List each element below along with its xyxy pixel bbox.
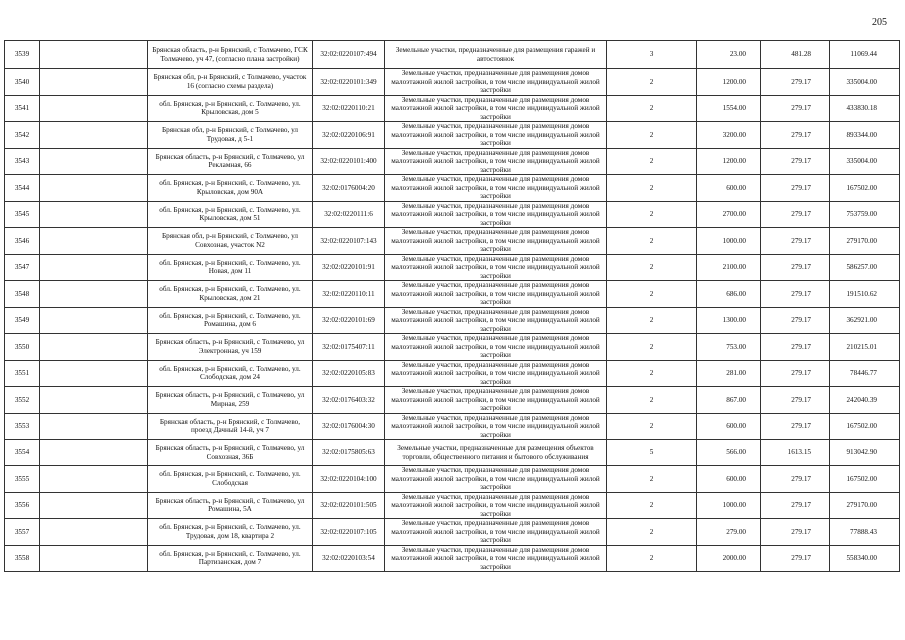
group-number-cell: 2 bbox=[607, 360, 697, 387]
row-number-cell: 3544 bbox=[5, 175, 40, 202]
land-use-cell: Земельные участки, предназначенные для размещения домов малоэтажной жилой застройки, в том числе индивидуальной жилой застройки bbox=[385, 69, 607, 96]
cadastral-value-cell: 335004.00 bbox=[830, 148, 900, 175]
specific-value-cell: 279.17 bbox=[761, 228, 830, 255]
address-cell: Брянская область, р-н Брянский, с Толмачево, проезд Дачный 14-й, уч 7 bbox=[148, 413, 313, 440]
land-use-cell: Земельные участки, предназначенные для размещения домов малоэтажной жилой застройки, в том числе индивидуальной жилой застройки bbox=[385, 334, 607, 361]
cadastral-value-cell: 362921.00 bbox=[830, 307, 900, 334]
spacer-cell bbox=[40, 148, 148, 175]
row-number-cell: 3540 bbox=[5, 69, 40, 96]
group-number-cell: 5 bbox=[607, 440, 697, 466]
area-cell: 1200.00 bbox=[697, 148, 761, 175]
spacer-cell bbox=[40, 228, 148, 255]
cadastral-value-cell: 77888.43 bbox=[830, 519, 900, 546]
table-row bbox=[5, 175, 900, 202]
cadastral-number-cell: 32:02:0220111:6 bbox=[313, 201, 385, 228]
spacer-cell bbox=[40, 41, 148, 69]
group-number-cell: 2 bbox=[607, 334, 697, 361]
cadastral-number-cell: 32:02:0220106:91 bbox=[313, 122, 385, 149]
cadastral-number-cell: 32:02:0220101:69 bbox=[313, 307, 385, 334]
group-number-cell: 2 bbox=[607, 545, 697, 572]
land-use-cell: Земельные участки, предназначенные для размещения домов малоэтажной жилой застройки, в том числе индивидуальной жилой застройки bbox=[385, 413, 607, 440]
row-number-cell: 3555 bbox=[5, 466, 40, 493]
address-cell: Брянская область, р-н Брянский, с Толмачево, ул Совхозная, 36Б bbox=[148, 440, 313, 466]
cadastral-value-cell: 279170.00 bbox=[830, 228, 900, 255]
group-number-cell: 2 bbox=[607, 387, 697, 414]
specific-value-cell: 279.17 bbox=[761, 148, 830, 175]
cadastral-number-cell: 32:02:0176004:30 bbox=[313, 413, 385, 440]
cadastral-value-cell: 433830.18 bbox=[830, 95, 900, 122]
group-number-cell: 2 bbox=[607, 519, 697, 546]
specific-value-cell: 279.17 bbox=[761, 69, 830, 96]
area-cell: 867.00 bbox=[697, 387, 761, 414]
specific-value-cell: 279.17 bbox=[761, 254, 830, 281]
spacer-cell bbox=[40, 360, 148, 387]
table-row bbox=[5, 281, 900, 308]
address-cell: Брянская обл, р-н Брянский, с Толмачево, ул Совхозная, участок N2 bbox=[148, 228, 313, 255]
cadastral-value-cell: 167502.00 bbox=[830, 466, 900, 493]
table-row bbox=[5, 307, 900, 334]
group-number-cell: 2 bbox=[607, 281, 697, 308]
cadastral-value-cell: 586257.00 bbox=[830, 254, 900, 281]
table-row bbox=[5, 334, 900, 361]
group-number-cell: 3 bbox=[607, 41, 697, 69]
specific-value-cell: 279.17 bbox=[761, 281, 830, 308]
row-number-cell: 3549 bbox=[5, 307, 40, 334]
land-use-cell: Земельные участки, предназначенные для размещения домов малоэтажной жилой застройки, в том числе индивидуальной жилой застройки bbox=[385, 360, 607, 387]
row-number-cell: 3556 bbox=[5, 492, 40, 519]
cadastral-number-cell: 32:02:0220101:505 bbox=[313, 492, 385, 519]
spacer-cell bbox=[40, 545, 148, 572]
cadastral-value-cell: 11069.44 bbox=[830, 41, 900, 69]
spacer-cell bbox=[40, 519, 148, 546]
area-cell: 1000.00 bbox=[697, 228, 761, 255]
table-row bbox=[5, 148, 900, 175]
row-number-cell: 3539 bbox=[5, 41, 40, 69]
spacer-cell bbox=[40, 254, 148, 281]
table-row bbox=[5, 413, 900, 440]
row-number-cell: 3551 bbox=[5, 360, 40, 387]
cadastral-value-cell: 335004.00 bbox=[830, 69, 900, 96]
row-number-cell: 3543 bbox=[5, 148, 40, 175]
cadastral-number-cell: 32:02:0220104:100 bbox=[313, 466, 385, 493]
specific-value-cell: 279.17 bbox=[761, 201, 830, 228]
cadastral-number-cell: 32:02:0220107:494 bbox=[313, 41, 385, 69]
row-number-cell: 3546 bbox=[5, 228, 40, 255]
address-cell: Брянская обл, р-н Брянский, с Толмачево, участок 16 (согласно схемы раздела) bbox=[148, 69, 313, 96]
spacer-cell bbox=[40, 334, 148, 361]
table-row bbox=[5, 41, 900, 69]
row-number-cell: 3554 bbox=[5, 440, 40, 466]
table-row bbox=[5, 360, 900, 387]
cadastral-value-cell: 913042.90 bbox=[830, 440, 900, 466]
land-use-cell: Земельные участки, предназначенные для размещения домов малоэтажной жилой застройки, в том числе индивидуальной жилой застройки bbox=[385, 307, 607, 334]
group-number-cell: 2 bbox=[607, 175, 697, 202]
group-number-cell: 2 bbox=[607, 228, 697, 255]
cadastral-number-cell: 32:02:0175407:11 bbox=[313, 334, 385, 361]
group-number-cell: 2 bbox=[607, 69, 697, 96]
table-row bbox=[5, 492, 900, 519]
area-cell: 2700.00 bbox=[697, 201, 761, 228]
spacer-cell bbox=[40, 492, 148, 519]
table-row bbox=[5, 519, 900, 546]
cadastral-number-cell: 32:02:0220110:11 bbox=[313, 281, 385, 308]
area-cell: 23.00 bbox=[697, 41, 761, 69]
address-cell: обл. Брянская, р-н Брянский, с. Толмачево, ул. Трудовая, дом 18, квартира 2 bbox=[148, 519, 313, 546]
cadastral-value-cell: 242040.39 bbox=[830, 387, 900, 414]
group-number-cell: 2 bbox=[607, 201, 697, 228]
spacer-cell bbox=[40, 95, 148, 122]
area-cell: 279.00 bbox=[697, 519, 761, 546]
area-cell: 600.00 bbox=[697, 175, 761, 202]
land-use-cell: Земельные участки, предназначенные для размещения домов малоэтажной жилой застройки, в том числе индивидуальной жилой застройки bbox=[385, 228, 607, 255]
table-row bbox=[5, 466, 900, 493]
area-cell: 2000.00 bbox=[697, 545, 761, 572]
area-cell: 686.00 bbox=[697, 281, 761, 308]
specific-value-cell: 279.17 bbox=[761, 122, 830, 149]
address-cell: Брянская область, р-н Брянский, с Толмачево, ул Электронная, уч 159 bbox=[148, 334, 313, 361]
cadastral-number-cell: 32:02:0220103:54 bbox=[313, 545, 385, 572]
cadastral-value-cell: 753759.00 bbox=[830, 201, 900, 228]
specific-value-cell: 279.17 bbox=[761, 307, 830, 334]
row-number-cell: 3548 bbox=[5, 281, 40, 308]
row-number-cell: 3550 bbox=[5, 334, 40, 361]
specific-value-cell: 279.17 bbox=[761, 175, 830, 202]
address-cell: обл. Брянская, р-н Брянский, с. Толмачево, ул. Ромашина, дом 6 bbox=[148, 307, 313, 334]
spacer-cell bbox=[40, 413, 148, 440]
cadastral-value-cell: 191510.62 bbox=[830, 281, 900, 308]
group-number-cell: 2 bbox=[607, 148, 697, 175]
area-cell: 753.00 bbox=[697, 334, 761, 361]
address-cell: обл. Брянская, р-н Брянский, с. Толмачево, ул. Крыловская, дом 51 bbox=[148, 201, 313, 228]
land-use-cell: Земельные участки, предназначенные для размещения домов малоэтажной жилой застройки, в том числе индивидуальной жилой застройки bbox=[385, 387, 607, 414]
land-use-cell: Земельные участки, предназначенные для размещения домов малоэтажной жилой застройки, в том числе индивидуальной жилой застройки bbox=[385, 466, 607, 493]
address-cell: обл. Брянская, р-н Брянский, с. Толмачево, ул. Крыловская, дом 21 bbox=[148, 281, 313, 308]
spacer-cell bbox=[40, 122, 148, 149]
cadastral-number-cell: 32:02:0220105:83 bbox=[313, 360, 385, 387]
land-use-cell: Земельные участки, предназначенные для размещения домов малоэтажной жилой застройки, в том числе индивидуальной жилой застройки bbox=[385, 281, 607, 308]
spacer-cell bbox=[40, 69, 148, 96]
address-cell: Брянская область, р-н Брянский, с Толмачево, ГСК Толмачево, уч 47, (согласно плана застройки) bbox=[148, 41, 313, 69]
cadastral-value-cell: 167502.00 bbox=[830, 175, 900, 202]
land-plots-table bbox=[4, 40, 900, 572]
cadastral-value-cell: 558340.00 bbox=[830, 545, 900, 572]
land-use-cell: Земельные участки, предназначенные для размещения домов малоэтажной жилой застройки, в том числе индивидуальной жилой застройки bbox=[385, 122, 607, 149]
cadastral-value-cell: 210215.01 bbox=[830, 334, 900, 361]
land-use-cell: Земельные участки, предназначенные для размещения домов малоэтажной жилой застройки, в том числе индивидуальной жилой застройки bbox=[385, 95, 607, 122]
address-cell: обл. Брянская, р-н Брянский, с. Толмачево, ул. Слободская bbox=[148, 466, 313, 493]
group-number-cell: 2 bbox=[607, 466, 697, 493]
cadastral-number-cell: 32:02:0220101:91 bbox=[313, 254, 385, 281]
area-cell: 2100.00 bbox=[697, 254, 761, 281]
spacer-cell bbox=[40, 201, 148, 228]
cadastral-number-cell: 32:02:0175805:63 bbox=[313, 440, 385, 466]
row-number-cell: 3547 bbox=[5, 254, 40, 281]
table-row bbox=[5, 254, 900, 281]
row-number-cell: 3545 bbox=[5, 201, 40, 228]
specific-value-cell: 279.17 bbox=[761, 492, 830, 519]
group-number-cell: 2 bbox=[607, 122, 697, 149]
address-cell: обл. Брянская, р-н Брянский, с. Толмачево, ул. Крыловская, дом 5 bbox=[148, 95, 313, 122]
area-cell: 3200.00 bbox=[697, 122, 761, 149]
area-cell: 1554.00 bbox=[697, 95, 761, 122]
table-row bbox=[5, 440, 900, 466]
address-cell: Брянская область, р-н Брянский, с Толмачево, ул Рекламная, 66 bbox=[148, 148, 313, 175]
row-number-cell: 3557 bbox=[5, 519, 40, 546]
table-row bbox=[5, 228, 900, 255]
specific-value-cell: 279.17 bbox=[761, 95, 830, 122]
group-number-cell: 2 bbox=[607, 254, 697, 281]
specific-value-cell: 279.17 bbox=[761, 334, 830, 361]
specific-value-cell: 481.28 bbox=[761, 41, 830, 69]
row-number-cell: 3542 bbox=[5, 122, 40, 149]
land-use-cell: Земельные участки, предназначенные для размещения домов малоэтажной жилой застройки, в том числе индивидуальной жилой застройки bbox=[385, 148, 607, 175]
row-number-cell: 3553 bbox=[5, 413, 40, 440]
table-row bbox=[5, 95, 900, 122]
land-use-cell: Земельные участки, предназначенные для размещения гаражей и автостоянок bbox=[385, 41, 607, 69]
cadastral-number-cell: 32:02:0220107:105 bbox=[313, 519, 385, 546]
address-cell: обл. Брянская, р-н Брянский, с. Толмачево, ул. Слободская, дом 24 bbox=[148, 360, 313, 387]
address-cell: Брянская область, р-н Брянский, с Толмачево, ул Ромашина, 5А bbox=[148, 492, 313, 519]
cadastral-number-cell: 32:02:0220101:400 bbox=[313, 148, 385, 175]
table-row bbox=[5, 69, 900, 96]
spacer-cell bbox=[40, 387, 148, 414]
cadastral-number-cell: 32:02:0220110:21 bbox=[313, 95, 385, 122]
area-cell: 1300.00 bbox=[697, 307, 761, 334]
row-number-cell: 3558 bbox=[5, 545, 40, 572]
table-body bbox=[5, 41, 900, 572]
address-cell: Брянская область, р-н Брянский, с Толмачево, ул Мирная, 259 bbox=[148, 387, 313, 414]
group-number-cell: 2 bbox=[607, 413, 697, 440]
specific-value-cell: 279.17 bbox=[761, 545, 830, 572]
area-cell: 281.00 bbox=[697, 360, 761, 387]
group-number-cell: 2 bbox=[607, 95, 697, 122]
row-number-cell: 3552 bbox=[5, 387, 40, 414]
cadastral-number-cell: 32:02:0176004:20 bbox=[313, 175, 385, 202]
spacer-cell bbox=[40, 307, 148, 334]
area-cell: 600.00 bbox=[697, 413, 761, 440]
page-number: 205 bbox=[872, 17, 887, 28]
specific-value-cell: 279.17 bbox=[761, 387, 830, 414]
area-cell: 1200.00 bbox=[697, 69, 761, 96]
area-cell: 566.00 bbox=[697, 440, 761, 466]
cadastral-value-cell: 893344.00 bbox=[830, 122, 900, 149]
group-number-cell: 2 bbox=[607, 492, 697, 519]
address-cell: обл. Брянская, р-н Брянский, с. Толмачево, ул. Крыловская, дом 90А bbox=[148, 175, 313, 202]
area-cell: 1000.00 bbox=[697, 492, 761, 519]
specific-value-cell: 279.17 bbox=[761, 413, 830, 440]
land-use-cell: Земельные участки, предназначенные для размещения домов малоэтажной жилой застройки, в том числе индивидуальной жилой застройки bbox=[385, 201, 607, 228]
address-cell: обл. Брянская, р-н Брянский, с. Толмачево, ул. Партизанская, дом 7 bbox=[148, 545, 313, 572]
spacer-cell bbox=[40, 440, 148, 466]
land-use-cell: Земельные участки, предназначенные для размещения домов малоэтажной жилой застройки, в том числе индивидуальной жилой застройки bbox=[385, 492, 607, 519]
table-row bbox=[5, 201, 900, 228]
land-use-cell: Земельные участки, предназначенные для размещения домов малоэтажной жилой застройки, в том числе индивидуальной жилой застройки bbox=[385, 254, 607, 281]
table-row bbox=[5, 122, 900, 149]
address-cell: обл. Брянская, р-н Брянский, с. Толмачево, ул. Новая, дом 11 bbox=[148, 254, 313, 281]
spacer-cell bbox=[40, 281, 148, 308]
land-use-cell: Земельные участки, предназначенные для размещения домов малоэтажной жилой застройки, в том числе индивидуальной жилой застройки bbox=[385, 519, 607, 546]
address-cell: Брянская обл, р-н Брянский, с Толмачево, ул Трудовая, д 5-1 bbox=[148, 122, 313, 149]
specific-value-cell: 279.17 bbox=[761, 466, 830, 493]
land-use-cell: Земельные участки, предназначенные для размещения домов малоэтажной жилой застройки, в том числе индивидуальной жилой застройки bbox=[385, 175, 607, 202]
row-number-cell: 3541 bbox=[5, 95, 40, 122]
group-number-cell: 2 bbox=[607, 307, 697, 334]
land-use-cell: Земельные участки, предназначенные для размещения объектов торговли, общественного питания и бытового обслуживания bbox=[385, 440, 607, 466]
area-cell: 600.00 bbox=[697, 466, 761, 493]
table-row bbox=[5, 545, 900, 572]
cadastral-value-cell: 167502.00 bbox=[830, 413, 900, 440]
cadastral-number-cell: 32:02:0176403:32 bbox=[313, 387, 385, 414]
table-row bbox=[5, 387, 900, 414]
cadastral-number-cell: 32:02:0220101:349 bbox=[313, 69, 385, 96]
spacer-cell bbox=[40, 175, 148, 202]
cadastral-number-cell: 32:02:0220107:143 bbox=[313, 228, 385, 255]
spacer-cell bbox=[40, 466, 148, 493]
specific-value-cell: 279.17 bbox=[761, 519, 830, 546]
specific-value-cell: 279.17 bbox=[761, 360, 830, 387]
cadastral-value-cell: 279170.00 bbox=[830, 492, 900, 519]
land-use-cell: Земельные участки, предназначенные для размещения домов малоэтажной жилой застройки, в том числе индивидуальной жилой застройки bbox=[385, 545, 607, 572]
specific-value-cell: 1613.15 bbox=[761, 440, 830, 466]
cadastral-value-cell: 78446.77 bbox=[830, 360, 900, 387]
